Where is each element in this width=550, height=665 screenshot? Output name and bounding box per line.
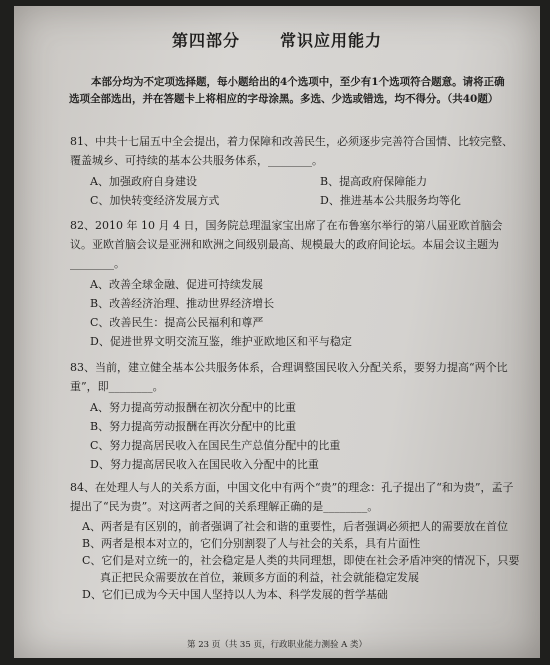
question-stem: 84、在处理人与人的关系方面，中国文化中有两个“贵”的理念：孔子提出了“和为贵”，孟子提出了“民为贵”。对这两者之间的关系理解正确的是________。 [70,481,514,513]
option-c[interactable]: C、努力提高居民收入在国民生产总值分配中的比重 [90,439,341,452]
section-part: 第四部分 [171,31,240,50]
option-b[interactable]: B、改善经济治理、推动世界经济增长 [90,297,275,310]
option-list [70,398,520,474]
option-a[interactable]: A、加强政府自身建设 [90,175,197,188]
question-stem: 81、中共十七届五中全会提出，着力保障和改善民生，必须逐步完善符合国情、比较完整、覆盖城乡、可持续的基本公共服务体系，________。 [70,135,513,167]
option-c[interactable]: C、它们是对立统一的，社会稳定是人类的共同理想，即使在社会矛盾冲突的情况下，只要真正把民众需要放在首位，兼顾多方面的利益，社会就能稳定发展 [82,554,520,584]
option-c[interactable]: C、加快转变经济发展方式 [90,194,220,207]
option-d[interactable]: D、促进世界文明交流互鉴，维护亚欧地区和平与稳定 [90,335,352,348]
option-b[interactable]: B、努力提高劳动报酬在再次分配中的比重 [90,420,297,433]
option-a[interactable]: A、两者是有区别的，前者强调了社会和谐的重要性，后者强调必须把人的需要放在首位 [82,520,508,533]
question-84 [70,478,520,603]
option-b[interactable]: B、两者是根本对立的，它们分别割裂了人与社会的关系，具有片面性 [82,537,421,550]
question-83 [70,358,520,474]
option-d[interactable]: D、推进基本公共服务均等化 [320,194,461,207]
section-instructions: 本部分均为不定项选择题，每小题给出的4个选项中，至少有1个选项符合题意。请将正确选项全部选出，并在答题卡上将相应的字母涂黑。多选、少选或错选，均不得分。（共40题） [69,76,505,105]
question-stem: 82、2010 年 10 月 4 日，国务院总理温家宝出席了在布鲁塞尔举行的第八届亚欧首脑会议。亚欧首脑会议是亚洲和欧洲之间级别最高、规模最大的政府间论坛。本届会议主题为________。 [70,219,503,270]
option-c[interactable]: C、改善民生：提高公民福利和尊严 [90,316,264,329]
option-list [70,275,520,351]
option-a[interactable]: A、改善全球金融、促进可持续发展 [90,278,263,291]
section-name: 常识应用能力 [280,31,383,50]
option-d[interactable]: D、努力提高居民收入在国民收入分配中的比重 [90,458,319,471]
option-d[interactable]: D、它们已成为今天中国人坚持以人为本、科学发展的哲学基础 [82,588,388,601]
section-title [14,28,540,51]
exam-page [14,6,540,658]
question-82 [70,216,520,351]
question-81 [70,132,520,210]
option-list [70,518,520,603]
option-a[interactable]: A、努力提高劳动报酬在初次分配中的比重 [90,401,296,414]
question-stem: 83、当前，建立健全基本公共服务体系，合理调整国民收入分配关系，要努力提高“两个比重”，即________。 [70,361,508,393]
page-footer: 第 23 页（共 35 页，行政职业能力测验 A 类） [187,640,367,650]
option-b[interactable]: B、提高政府保障能力 [320,175,428,188]
option-list [70,172,520,210]
